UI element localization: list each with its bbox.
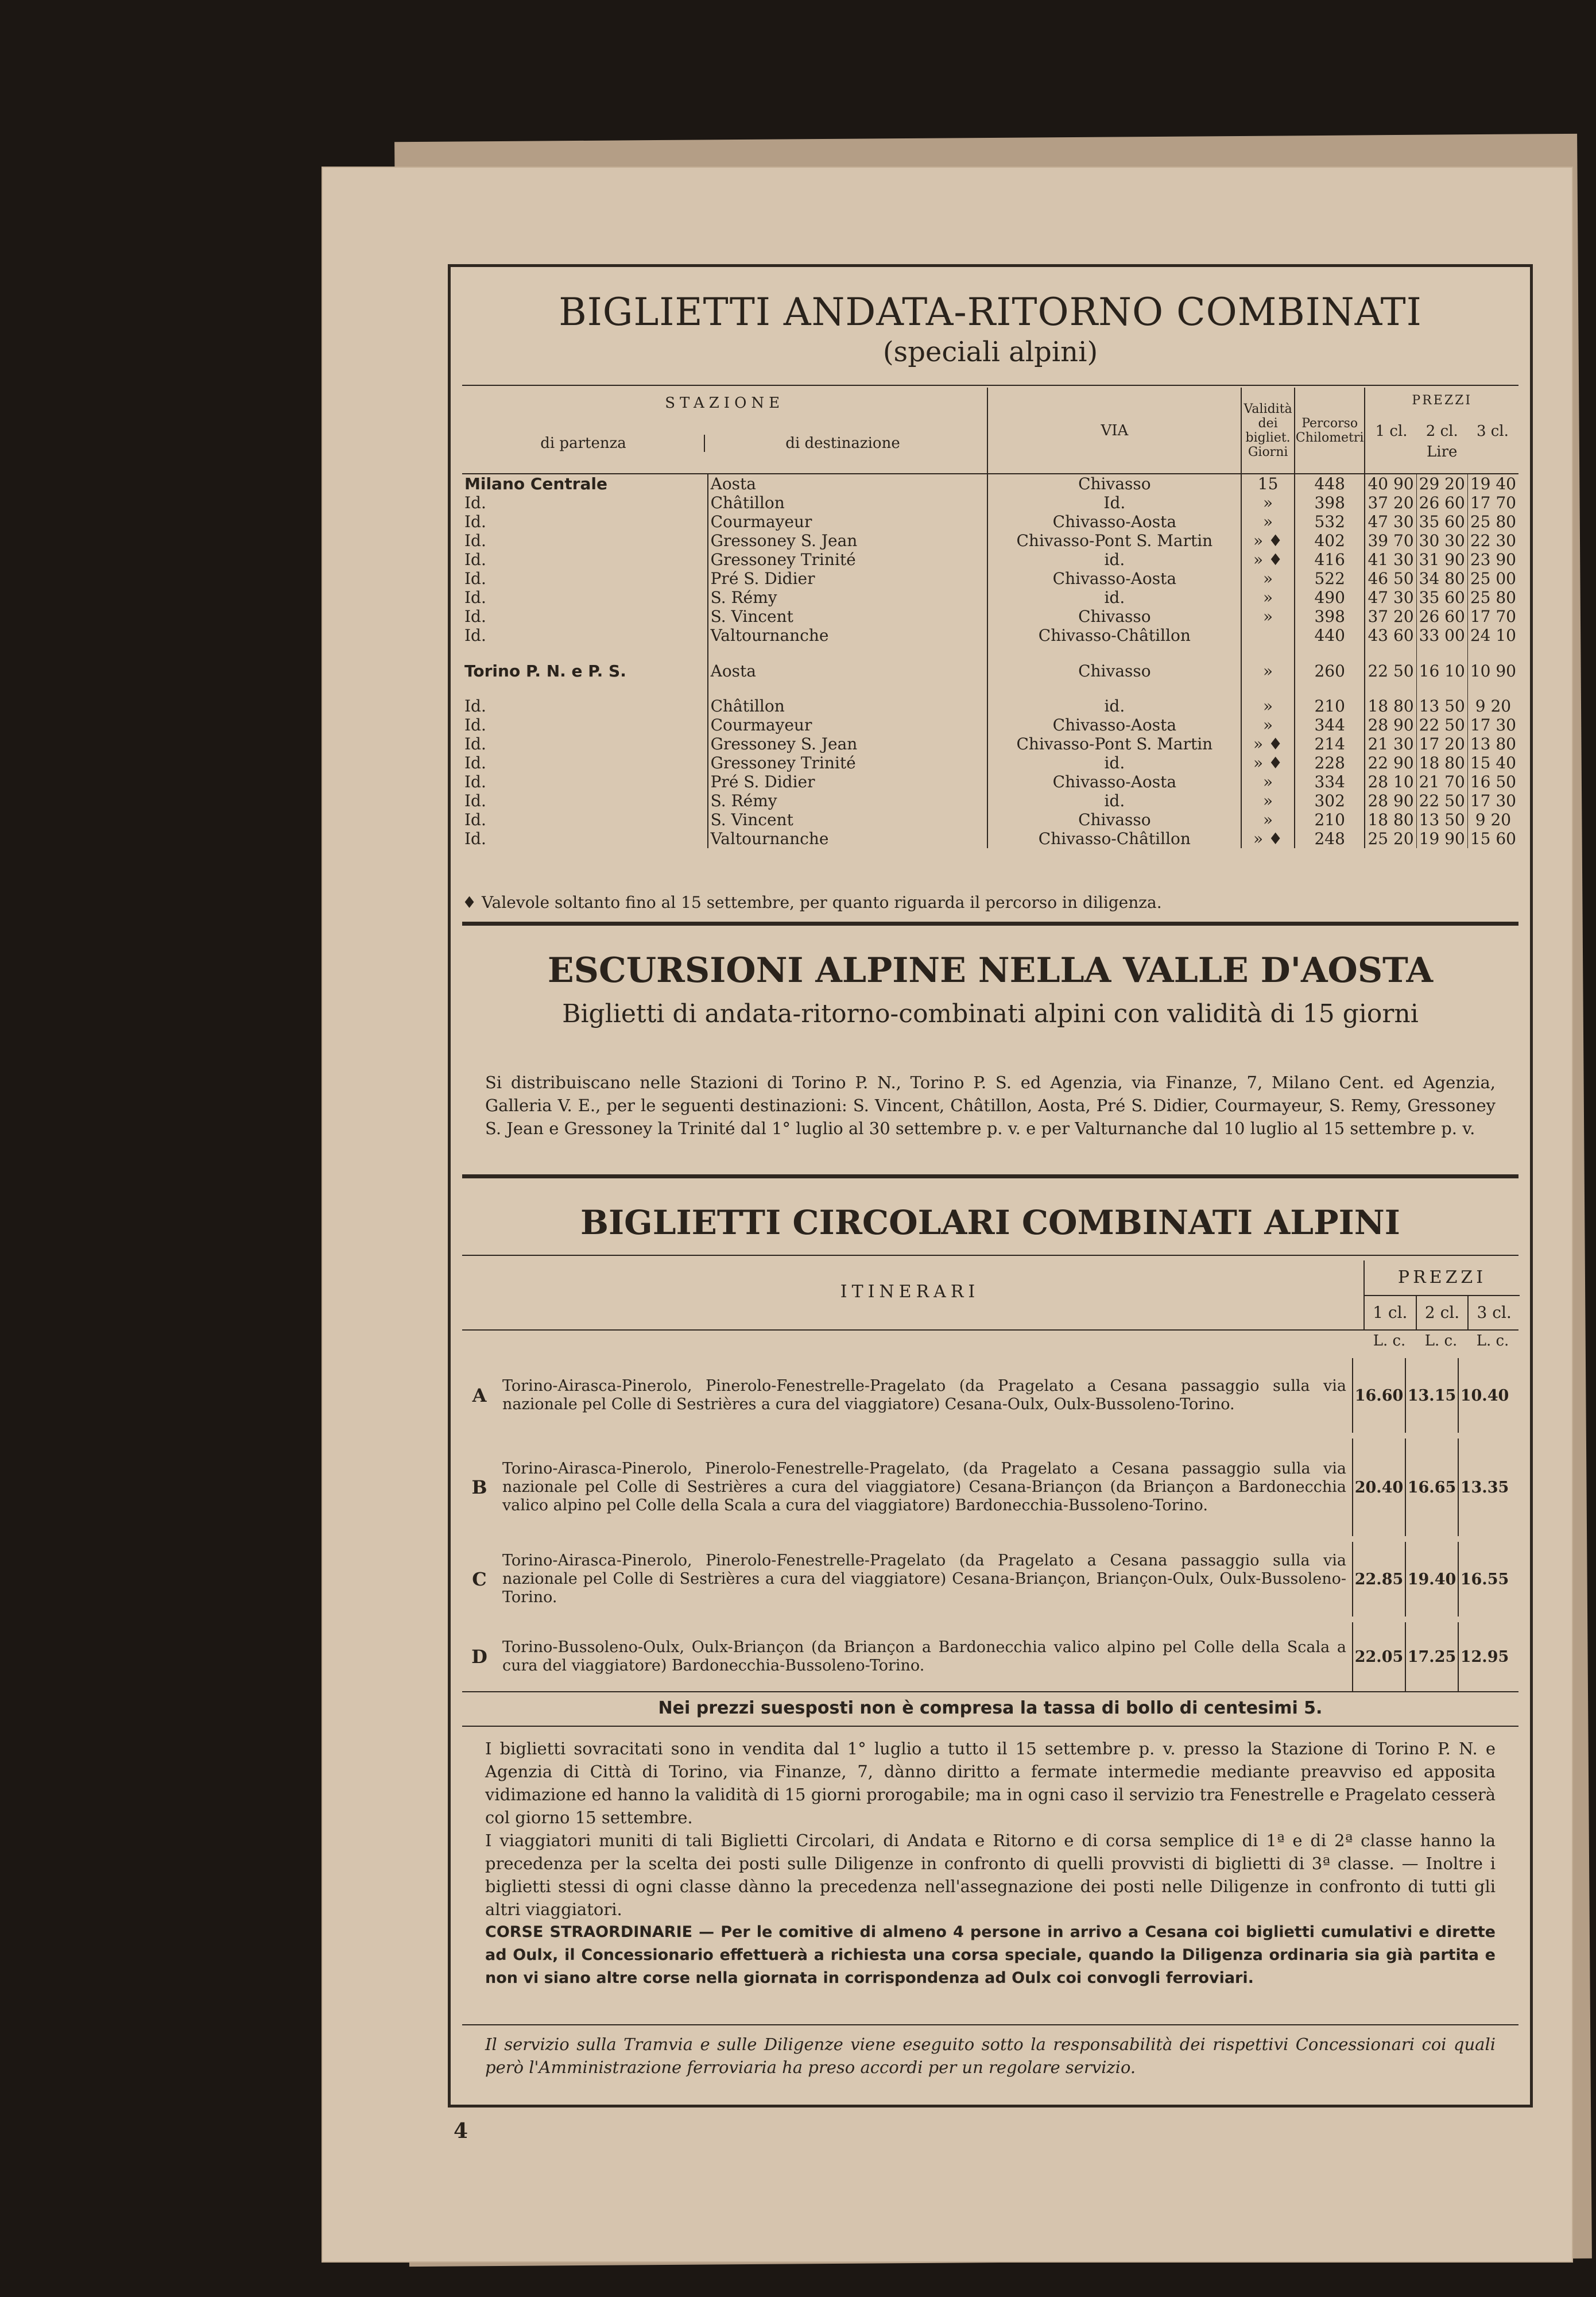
- fare-price-2: 18 80: [1416, 753, 1467, 772]
- fare-via: Chivasso-Châtillon: [987, 626, 1241, 645]
- fare-via: Chivasso: [987, 474, 1241, 493]
- itinerario-text: Torino-Bussoleno-Oulx, Oulx-Briançon (da Briançon a Bardonecchia valico alpino pel Colle della Scala a cura del viaggiatore) Bardonecchia-Bussoleno-Torino.: [502, 1638, 1346, 1675]
- fare-price-1: 28 90: [1365, 791, 1416, 810]
- fare-row: [462, 734, 1518, 753]
- header-c-cl3: 3 cl.: [1467, 1296, 1520, 1329]
- fare-km: 402: [1295, 531, 1365, 550]
- fare-via: Chivasso-Pont S. Martin: [987, 734, 1241, 753]
- header-partenza: di partenza: [463, 435, 705, 452]
- bollo-note: Nei prezzi suesposti non è compresa la tassa di bollo di centesimi 5.: [658, 1698, 1323, 1718]
- fare-via: id.: [987, 550, 1241, 569]
- fare-row: [462, 474, 1518, 493]
- itinerario-letter: B: [471, 1476, 487, 1498]
- fare-km: 344: [1295, 716, 1365, 734]
- fare-price-2: 31 90: [1416, 550, 1467, 569]
- fare-from: Torino P. N. e P. S.: [462, 645, 708, 697]
- fare-via: Chivasso: [987, 607, 1241, 626]
- fare-to: Châtillon: [708, 493, 988, 512]
- header-prezzi-circolari: PREZZI: [1363, 1260, 1520, 1295]
- itinerario-price-p1: 22.05: [1352, 1622, 1405, 1691]
- paragraph-4: Il servizio sulla Tramvia e sulle Diligenze viene eseguito sotto la responsabilità dei rispettivi Concessionari coi quali però l'Amministrazione ferroviaria ha preso accordi per un regolare servizio.: [485, 2035, 1496, 2077]
- itinerario-price-p2: 19.40: [1405, 1542, 1458, 1617]
- fare-price-3: 25 00: [1470, 569, 1516, 588]
- thick-divider: [462, 922, 1518, 926]
- fare-from: Id.: [462, 734, 708, 753]
- fare-to: S. Rémy: [708, 791, 988, 810]
- fare-km: 210: [1295, 810, 1365, 829]
- fare-price-3: 24 10: [1470, 626, 1516, 645]
- fare-from: Id.: [462, 791, 708, 810]
- itinerario-price-p2: 16.65: [1405, 1438, 1458, 1536]
- fare-to: Aosta: [708, 645, 988, 697]
- unit-cl2: L. c.: [1424, 1332, 1458, 1349]
- fare-row: [462, 569, 1518, 588]
- fare-from: Id.: [462, 626, 708, 645]
- fare-km: 248: [1295, 829, 1365, 848]
- fare-price-3: 13 80: [1470, 734, 1516, 753]
- paragraph-3: CORSE STRAORDINARIE — Per le comitive di almeno 4 persone in arrivo a Cesana coi biglietti cumulativi e dirette ad Oulx, il Concessionario effettuerà a richiesta una corsa speciale, quando la Diligenza ordinaria sia già partita e non vi siano altre corse nella giornata in corrispondenza ad Oulx coi convogli ferroviari.: [485, 1923, 1496, 1987]
- fare-row: [462, 607, 1518, 626]
- fare-price-1: 18 80: [1365, 810, 1416, 829]
- fare-price-1: 21 30: [1365, 734, 1416, 753]
- fare-days: »: [1241, 716, 1294, 734]
- fare-price-1: 28 10: [1365, 772, 1416, 791]
- fare-price-2: 26 60: [1416, 607, 1467, 626]
- fare-row: [462, 588, 1518, 607]
- fare-price-3: 15 60: [1470, 829, 1516, 848]
- fare-from: Id.: [462, 829, 708, 848]
- header-itinerari: ITINERARI: [840, 1282, 980, 1302]
- fare-via: Chivasso-Aosta: [987, 772, 1241, 791]
- fare-price-3: 17 70: [1470, 607, 1516, 626]
- fare-price-3: 17 70: [1470, 493, 1516, 512]
- fare-from: Id.: [462, 753, 708, 772]
- fare-price-1: 22 90: [1365, 753, 1416, 772]
- itinerario-price-p2: 17.25: [1405, 1622, 1458, 1691]
- itinerario-letter: A: [472, 1385, 487, 1406]
- fare-price-1: 41 30: [1365, 550, 1416, 569]
- fare-km: 490: [1295, 588, 1365, 607]
- fare-km: 210: [1295, 697, 1365, 716]
- itinerario-price-p2: 13.15: [1405, 1358, 1458, 1433]
- fare-from: Id.: [462, 493, 708, 512]
- fare-price-2: 26 60: [1416, 493, 1467, 512]
- header-percorso: Percorso Chilometri: [1295, 388, 1365, 474]
- fare-from: Id.: [462, 588, 708, 607]
- fare-price-1: 28 90: [1365, 716, 1416, 734]
- page-number: 4: [454, 2119, 468, 2143]
- fare-price-2: 17 20: [1416, 734, 1467, 753]
- header-via: VIA: [987, 388, 1241, 474]
- fare-price-2: 16 10: [1416, 645, 1467, 697]
- fare-via: Chivasso-Châtillon: [987, 829, 1241, 848]
- fare-km: 302: [1295, 791, 1365, 810]
- divider-4: [462, 1329, 1518, 1331]
- fare-row: [462, 512, 1518, 531]
- fare-price-1: 25 20: [1365, 829, 1416, 848]
- fare-to: S. Vincent: [708, 607, 988, 626]
- fare-price-2: 30 30: [1416, 531, 1467, 550]
- fare-row: [462, 493, 1518, 512]
- section1-subtitle: (speciali alpini): [882, 336, 1098, 368]
- fare-price-1: 18 80: [1365, 697, 1416, 716]
- fare-price-3: 15 40: [1470, 753, 1516, 772]
- itinerario-price-p3: 10.40: [1458, 1358, 1510, 1433]
- section1-footnote: ♦ Valevole soltanto fino al 15 settembre, per quanto riguarda il percorso in diligenza.: [462, 893, 1162, 912]
- fare-row: [462, 753, 1518, 772]
- fare-days: »: [1241, 512, 1294, 531]
- fares-table: [462, 388, 1518, 848]
- header-c-cl2: 2 cl.: [1416, 1296, 1468, 1329]
- fare-price-1: 43 60: [1365, 626, 1416, 645]
- itinerario-price-p3: 16.55: [1458, 1542, 1510, 1617]
- fare-from: Id.: [462, 716, 708, 734]
- section2-title: ESCURSIONI ALPINE NELLA VALLE D'AOSTA: [547, 950, 1434, 991]
- header-cl2: 2 cl.: [1425, 423, 1458, 440]
- fare-days: » ♦: [1241, 531, 1294, 550]
- section3-title: BIGLIETTI CIRCOLARI COMBINATI ALPINI: [580, 1203, 1400, 1242]
- fare-to: Gressoney Trinité: [708, 550, 988, 569]
- fare-from: Id.: [462, 569, 708, 588]
- fare-price-3: 10 90: [1470, 661, 1516, 680]
- fare-row: [462, 772, 1518, 791]
- fare-days: »: [1241, 697, 1294, 716]
- fare-days: 15: [1241, 474, 1294, 493]
- divider-6: [462, 1726, 1518, 1727]
- fare-days: » ♦: [1241, 829, 1294, 848]
- fare-via: Chivasso: [987, 645, 1241, 697]
- fare-days: »: [1241, 588, 1294, 607]
- fare-price-3: 25 80: [1470, 512, 1516, 531]
- thick-divider-2: [462, 1174, 1518, 1178]
- fare-km: 260: [1295, 645, 1365, 697]
- fare-price-3: 19 40: [1470, 474, 1516, 493]
- itinerario-text: Torino-Airasca-Pinerolo, Pinerolo-Fenestrelle-Pragelato, (da Pragelato a Cesana passaggio sulla via nazionale pel Colle di Sestrières a cura del viaggiatore) Cesana-Briançon (da Briançon a Bardonecchia valico alpino pel Colle della Scala a cura del viaggiatore) Bardonecchia-Bussoleno-Torino.: [502, 1460, 1346, 1514]
- itinerario-price-p3: 13.35: [1458, 1438, 1510, 1536]
- fare-row: [462, 829, 1518, 848]
- fare-price-3: 16 50: [1470, 772, 1516, 791]
- fare-row: [462, 645, 1518, 697]
- divider-5: [462, 1691, 1518, 1692]
- fare-via: Chivasso-Pont S. Martin: [987, 531, 1241, 550]
- divider-3: [462, 1255, 1518, 1256]
- fare-days: » ♦: [1241, 734, 1294, 753]
- fare-days: »: [1241, 791, 1294, 810]
- fare-price-3: 9 20: [1475, 697, 1512, 716]
- itinerario-row: [462, 1358, 1518, 1433]
- fare-via: id.: [987, 791, 1241, 810]
- fare-row: [462, 716, 1518, 734]
- fare-price-3: 22 30: [1470, 531, 1516, 550]
- unit-cl1: L. c.: [1373, 1332, 1406, 1349]
- fare-days: »: [1241, 569, 1294, 588]
- itinerario-text: Torino-Airasca-Pinerolo, Pinerolo-Fenestrelle-Pragelato (da Pragelato a Cesana passaggio sulla via nazionale pel Colle di Sestrières a cura del viaggiatore) Cesana-Briançon, Briançon-Oulx, Oulx-Bussoleno-Torino.: [502, 1552, 1346, 1606]
- itinerario-text: Torino-Airasca-Pinerolo, Pinerolo-Fenestrelle-Pragelato (da Pragelato a Cesana passaggio sulla via nazionale pel Colle di Sestrières a cura del viaggiatore) Cesana-Oulx, Oulx-Bussoleno-Torino.: [502, 1377, 1346, 1413]
- divider-7: [462, 2024, 1518, 2025]
- section1-title: BIGLIETTI ANDATA-RITORNO COMBINATI: [559, 290, 1422, 334]
- section2-text: Si distribuiscano nelle Stazioni di Torino P. N., Torino P. S. ed Agenzia, via Finanze, 7, Milano Cent. ed Agenzia, Galleria V. E., per le seguenti destinazioni: S. Vincent, Châtillon, Aosta, Pré S. Didier, Courmayeur, S. Remy, Gressoney S. Jean e Gressoney la Trinité dal 1° luglio al 30 settembre p. v. e per Valturnanche dal 10 luglio al 15 settembre p. v.: [485, 1073, 1496, 1138]
- fare-from: Id.: [462, 772, 708, 791]
- header-c-cl1: 1 cl.: [1373, 1303, 1408, 1322]
- fare-to: S. Vincent: [708, 810, 988, 829]
- header-validita: Validità dei bigliet. Giorni: [1241, 388, 1294, 474]
- fare-days: » ♦: [1241, 753, 1294, 772]
- header-cl3: 3 cl.: [1476, 423, 1509, 440]
- fare-from: Id.: [462, 512, 708, 531]
- fare-via: id.: [987, 588, 1241, 607]
- fare-row: [462, 810, 1518, 829]
- fare-row: [462, 791, 1518, 810]
- fare-to: Gressoney Trinité: [708, 753, 988, 772]
- fare-price-1: 39 70: [1365, 531, 1416, 550]
- fare-price-1: 47 30: [1365, 588, 1416, 607]
- itinerario-price-p1: 22.85: [1352, 1542, 1405, 1617]
- fare-to: Gressoney S. Jean: [708, 734, 988, 753]
- fare-from: Id.: [462, 697, 708, 716]
- fare-km: 334: [1295, 772, 1365, 791]
- fare-price-2: 22 50: [1416, 716, 1467, 734]
- fare-price-2: 13 50: [1416, 697, 1467, 716]
- fare-price-1: 22 50: [1365, 645, 1416, 697]
- fare-km: 214: [1295, 734, 1365, 753]
- fare-days: »: [1241, 493, 1294, 512]
- fare-to: Courmayeur: [708, 716, 988, 734]
- fare-to: S. Rémy: [708, 588, 988, 607]
- fare-via: Id.: [987, 493, 1241, 512]
- fare-price-3: 17 30: [1470, 716, 1516, 734]
- header-lire: Lire: [1427, 443, 1458, 461]
- fare-days: »: [1241, 645, 1294, 697]
- header-cl1: 1 cl.: [1375, 423, 1408, 440]
- fare-price-2: 19 90: [1416, 829, 1467, 848]
- fare-price-2: 21 70: [1416, 772, 1467, 791]
- fare-to: Valtournanche: [708, 829, 988, 848]
- fare-row: [462, 550, 1518, 569]
- fare-price-2: 13 50: [1416, 810, 1467, 829]
- fare-price-2: 34 80: [1416, 569, 1467, 588]
- fare-price-2: 22 50: [1416, 791, 1467, 810]
- fare-price-3: 25 80: [1470, 588, 1516, 607]
- fare-price-1: 46 50: [1365, 569, 1416, 588]
- fare-price-3: 23 90: [1470, 550, 1516, 569]
- itinerario-letter: C: [472, 1568, 487, 1590]
- fare-to: Pré S. Didier: [708, 569, 988, 588]
- fare-row: [462, 626, 1518, 645]
- fare-km: 532: [1295, 512, 1365, 531]
- fare-days: [1241, 626, 1294, 645]
- itinerario-row: [462, 1622, 1518, 1691]
- fare-via: Chivasso-Aosta: [987, 569, 1241, 588]
- divider: [462, 385, 1518, 386]
- document-frame: [448, 264, 1533, 2107]
- itinerario-price-p1: 20.40: [1352, 1438, 1405, 1536]
- unit-cl3: L. c.: [1476, 1332, 1509, 1349]
- fare-km: 448: [1295, 474, 1365, 493]
- fare-to: Châtillon: [708, 697, 988, 716]
- fare-price-3: 9 20: [1475, 810, 1512, 829]
- fare-price-1: 47 30: [1365, 512, 1416, 531]
- fare-km: 398: [1295, 607, 1365, 626]
- fare-row: [462, 697, 1518, 716]
- fare-via: Chivasso: [987, 810, 1241, 829]
- fare-from: Id.: [462, 550, 708, 569]
- fare-from: Id.: [462, 531, 708, 550]
- fare-price-2: 29 20: [1416, 474, 1467, 493]
- fare-via: Chivasso-Aosta: [987, 512, 1241, 531]
- fare-from: Id.: [462, 810, 708, 829]
- fare-from: Id.: [462, 607, 708, 626]
- fare-km: 416: [1295, 550, 1365, 569]
- itinerario-row: [462, 1542, 1518, 1617]
- itinerario-letter: D: [471, 1646, 487, 1668]
- fare-from: Milano Centrale: [462, 474, 708, 493]
- fare-km: 522: [1295, 569, 1365, 588]
- fare-via: Chivasso-Aosta: [987, 716, 1241, 734]
- fare-price-2: 35 60: [1416, 512, 1467, 531]
- fare-to: Aosta: [708, 474, 988, 493]
- fare-row: [462, 531, 1518, 550]
- fare-price-1: 37 20: [1365, 493, 1416, 512]
- paragraph-1: I biglietti sovracitati sono in vendita dal 1° luglio a tutto il 15 settembre p. v. presso la Stazione di Torino P. N. e Agenzia di Città di Torino, via Finanze, 7, dànno diritto a fermate intermedie mediante preavviso ed apposita vidimazione ed hanno la validità di 15 giorni prorogabile; ma in ogni caso il servizio tra Fenestrelle e Pragelato cesserà col giorno 15 settembre.: [485, 1739, 1496, 1827]
- fare-to: Pré S. Didier: [708, 772, 988, 791]
- header-prezzi: PREZZI: [1412, 393, 1473, 408]
- fare-price-3: 17 30: [1470, 791, 1516, 810]
- fare-days: »: [1241, 810, 1294, 829]
- header-destinazione: di destinazione: [785, 435, 900, 452]
- fare-to: Valtournanche: [708, 626, 988, 645]
- itinerario-price-p1: 16.60: [1352, 1358, 1405, 1433]
- fare-via: id.: [987, 697, 1241, 716]
- fare-km: 440: [1295, 626, 1365, 645]
- fare-km: 228: [1295, 753, 1365, 772]
- section2-subtitle: Biglietti di andata-ritorno-combinati alpini con validità di 15 giorni: [562, 999, 1419, 1028]
- fare-days: »: [1241, 772, 1294, 791]
- fare-price-1: 40 90: [1365, 474, 1416, 493]
- header-stazione: STAZIONE: [665, 395, 785, 412]
- fare-days: » ♦: [1241, 550, 1294, 569]
- paragraph-2: I viaggiatori muniti di tali Biglietti Circolari, di Andata e Ritorno e di corsa semplice di 1ª e di 2ª classe hanno la precedenza per la scelta dei posti sulle Diligenze in confronto di quelli provvisti di biglietti di 3ª classe. — Inoltre i biglietti stessi di ogni classe dànno la precedenza nell'assegnazione dei posti nelle Diligenze in confronto di tutti gli altri viaggiatori.: [485, 1831, 1496, 1919]
- fare-price-2: 35 60: [1416, 588, 1467, 607]
- itinerario-row: [462, 1438, 1518, 1536]
- fare-to: Gressoney S. Jean: [708, 531, 988, 550]
- fare-days: »: [1241, 607, 1294, 626]
- fare-price-2: 33 00: [1416, 626, 1467, 645]
- fare-price-1: 37 20: [1365, 607, 1416, 626]
- fare-to: Courmayeur: [708, 512, 988, 531]
- fare-via: id.: [987, 753, 1241, 772]
- fare-km: 398: [1295, 493, 1365, 512]
- itinerario-price-p3: 12.95: [1458, 1622, 1510, 1691]
